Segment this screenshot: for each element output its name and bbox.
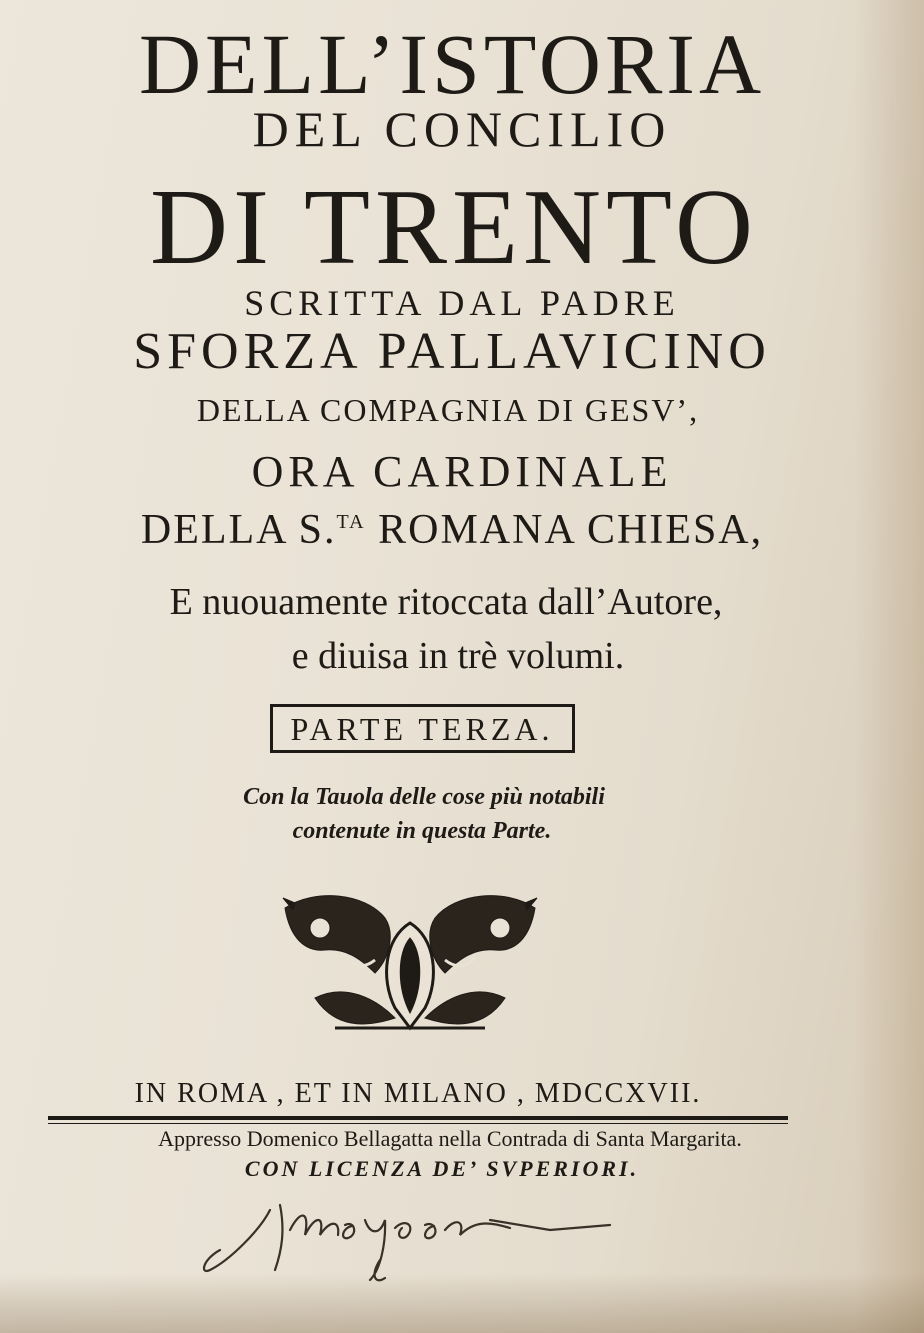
church-superscript: TA xyxy=(336,511,366,533)
title-line-1: DELL’ISTORIA xyxy=(138,16,766,112)
title-line-3: DI TRENTO xyxy=(150,168,758,287)
author-title: ORA CARDINALE xyxy=(251,447,673,496)
imprint-rule-thick xyxy=(48,1116,788,1120)
church-prefix: DELLA S. xyxy=(140,507,337,553)
edition-note-1: E nuouamente ritoccata dall’Autore, xyxy=(169,581,723,623)
author-church xyxy=(0,506,914,554)
contents-note-2: contenute in questa Parte. xyxy=(292,818,552,844)
author-intro: SCRITTA DAL PADRE xyxy=(244,283,680,323)
title-line-2: DEL CONCILIO xyxy=(252,101,672,157)
part-box-wrap xyxy=(0,704,924,753)
license-line: CON LICENZA DE’ SVPERIORI. xyxy=(244,1156,640,1181)
imprint-rule-thin xyxy=(48,1123,788,1124)
author-name: SFORZA PALLAVICINO xyxy=(133,323,771,380)
contents-note-1: Con la Tauola delle cose più notabili xyxy=(243,784,605,810)
printer-line: Appresso Domenico Bellagatta nella Contrada di Santa Margarita. xyxy=(158,1126,742,1151)
church-suffix: ROMANA CHIESA, xyxy=(365,507,764,553)
imprint-line: IN ROMA , ET IN MILANO , MDCCXVII. xyxy=(134,1078,702,1109)
author-order: DELLA COMPAGNIA DI GESV’, xyxy=(196,392,700,428)
printer-ornament-icon xyxy=(275,888,545,1038)
part-label: PARTE TERZA. xyxy=(270,704,575,753)
handwritten-signature-icon xyxy=(190,1190,630,1290)
edition-note-2: e diuisa in trè volumi. xyxy=(291,635,625,677)
